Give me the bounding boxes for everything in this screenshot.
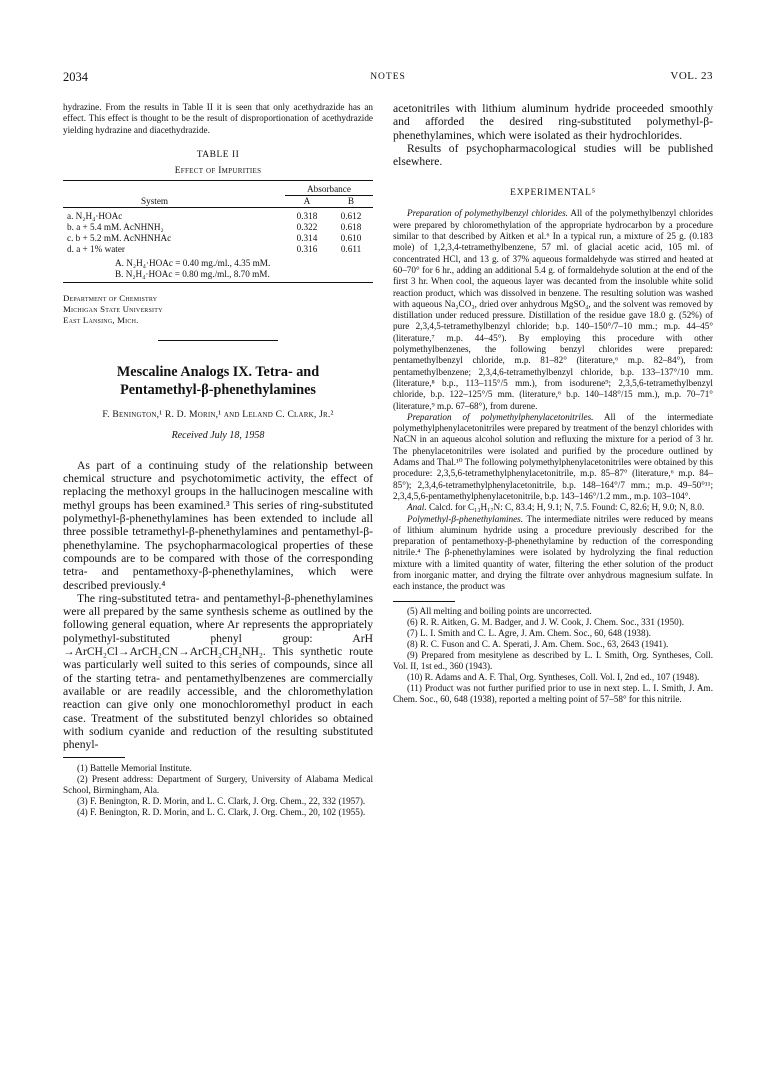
table-row: c. b + 5.2 mM. AcNHNHAc 0.314 0.610 bbox=[67, 232, 362, 243]
footnote-divider bbox=[393, 601, 455, 602]
footnote: (4) F. Benington, R. D. Morin, and L. C. Clark, J. Org. Chem., 20, 102 (1955). bbox=[77, 807, 366, 818]
experimental-paragraph: Preparation of polymethylbenzyl chlorides. All of the polymethylbenzyl chlorides were prepared by chloromethylation of the appropriate hydrocarbon by a procedure similar to that described by Aitken et al.⁶ In a typical run, a mixture of 25 g. (0.183 mole) of 1,2,3,4-tetramethylbenzene, 57 ml. of glacial acetic acid, 105 ml. of concentrated HCl, and 13 g. of 37% aqueous formaldehyde was stirred and heated at 60–70° for 6 hr., adding an additional 5.4 g. of formaldehyde solution at the end of the first 3 hr. When cool, the aqueous layer was decanted from the insoluble white solid reaction product, which was dissolved in benzene. The resulting solution was washed with aqueous Na₂CO₃, dried over anhydrous MgSO₄, and the solvent was removed by distillation under reduced pressure. Distillation of the residue gave 18.0 g. (52%) of pure 2,3,4,5-tetramethylbenzyl chloride; b.p. 140–150°/7–10 mm.; m.p. 44–45° (literature,⁷ m.p. 44–45°). By employing this procedure with other polymethylbenzenes, the following benzyl chlorides were prepared: pentamethylbenzyl chloride, m.p. 81–82° (literature,⁶ m.p. 82–84°), from pentamethylbenzene; 2,3,4,6-tetramethylbenzyl chloride, b.p. 133–137°/10 mm. (literature,⁸ b.p., 113–115°/5 mm.), from isodurene⁹; 2,3,5,6-tetramethylbenzyl chloride, b.p. 122–125°/5 mm. (literature,⁶ b.p. 140–148°/15 mm.), m.p. 70–71° (literature,⁹ m.p. 67–68°), from durene. bbox=[393, 208, 713, 411]
right-column bbox=[393, 102, 713, 705]
subsection-title: Preparation of polymethylphenylacetonitriles. bbox=[407, 411, 594, 422]
table-row: b. a + 5.4 mM. AcNHNH₂ 0.322 0.618 bbox=[67, 221, 362, 232]
body-paragraph: The ring-substituted tetra- and pentamethyl-β-phenethylamines were all prepared by the same synthesis scheme as outlined by the following general equation, where Ar represents the appropriately polymethyl-substituted phenyl group: ArH →ArCH₂Cl→ArCH₂CN→ArCH₂CH₂NH₂. This synthetic route was particularly well suited to this series of compounds, since all of the starting tetra- and pentamethylbenzenes are commercially available or are readily accessible, and the chloromethylation reaction can give only one monochloromethyl product in each case. Treatment of the substituted benzyl chlorides so obtained with sodium cyanide and reduction of the resulting substituted phenyl- bbox=[63, 591, 373, 752]
volume-label: VOL. 23 bbox=[670, 70, 713, 82]
experimental-paragraph: Preparation of polymethylphenylacetonitriles. All of the intermediate polymethylphenylacetonitriles were prepared by treatment of the benzyl chlorides with NaCN in an aqueous alcohol solution and refluxing the mixture for a period of 3 hr. The phenylacetonitriles were isolated and purified by the procedure outlined by Adams and Thal.¹⁰ The following polymethylphenylacetonitriles were obtained by this procedure: 2,3,5,6-tetramethylphenylacetonitrile, m.p. 85–87° (literature,⁶ m.p. 84–85°); 2,3,4,6-tetramethylphenylacetonitrile, b.p. 148–164°/7 mm.; m.p. 49–50°¹¹; 2,3,4,5,6-pentamethylphenylacetonitrile, b.p. 143–146°/1.2 mm., m.p. 103–104°. bbox=[393, 411, 713, 501]
footnote-divider bbox=[63, 757, 125, 758]
subsection-title: Anal. bbox=[407, 502, 427, 513]
table-row: d. a + 1% water 0.316 0.611 bbox=[67, 243, 362, 254]
left-column bbox=[63, 102, 373, 818]
col-system: System bbox=[63, 195, 285, 207]
subsection-title: Preparation of polymethylbenzyl chlorides. bbox=[407, 208, 568, 219]
footnotes bbox=[393, 606, 713, 705]
footnote: (2) Present address: Department of Surgery, University of Alabama Medical School, Birmingham, Ala. bbox=[63, 774, 373, 796]
footnote: (6) R. R. Aitken, G. M. Badger, and J. W. Cook, J. Chem. Soc., 331 (1950). bbox=[407, 616, 685, 627]
received-date: Received July 18, 1958 bbox=[171, 429, 265, 441]
table-number: TABLE II bbox=[196, 149, 240, 160]
page-number: 2034 bbox=[63, 70, 88, 84]
body-paragraph: Results of psychopharmacological studies will be published elsewhere. bbox=[393, 141, 713, 169]
table-row: a. N₂H₄·HOAc 0.318 0.612 bbox=[67, 210, 362, 221]
body-paragraph: acetonitriles with lithium aluminum hydride proceeded smoothly and afforded the desired ring-substituted polymethyl-β-phenethylamines, which were isolated as their hydrochlorides. bbox=[393, 102, 713, 142]
absorbance-table bbox=[63, 180, 373, 255]
subsection-title: Polymethyl-β-phenethylamines. bbox=[407, 513, 524, 524]
footnote: (9) Prepared from mesitylene as described by L. I. Smith, Org. Syntheses, Coll. Vol. II, 1st ed., 360 (1943). bbox=[393, 649, 713, 671]
table-notes bbox=[63, 258, 373, 283]
table-note-a: A. N₂H₄·HOAc = 0.40 mg./ml., 4.35 mM. bbox=[115, 257, 271, 268]
footnote: (1) Battelle Memorial Institute. bbox=[77, 763, 192, 774]
col-a: A bbox=[285, 195, 329, 207]
footnote: (3) F. Benington, R. D. Morin, and L. C. Clark, J. Org. Chem., 22, 332 (1957). bbox=[77, 796, 366, 807]
footnote: (11) Product was not further purified prior to use in next step. L. I. Smith, J. Am. Chem. Soc., 60, 648 (1938), reported a melting point of 57–58° for this nitrile. bbox=[393, 682, 713, 704]
footnote: (7) L. I. Smith and C. L. Agre, J. Am. Chem. Soc., 60, 648 (1938). bbox=[407, 627, 651, 638]
intro-paragraph: hydrazine. From the results in Table II it is seen that only acethydrazide has an effect. This effect is thought to be the result of disproportionation of acethydrazide yielding hydrazine and diacethydrazide. bbox=[63, 102, 373, 135]
footnote: (8) R. C. Fuson and C. A. Sperati, J. Am. Chem. Soc., 63, 2643 (1941). bbox=[407, 638, 669, 649]
table-title: Effect of Impurities bbox=[174, 165, 262, 176]
table-note-b: B. N₂H₄·HOAc = 0.80 mg./ml., 8.70 mM. bbox=[115, 268, 270, 279]
experimental-paragraph: Polymethyl-β-phenethylamines. The intermediate nitriles were reduced by means of lithium aluminum hydride using a procedure previously described for the preparation of pentamethoxy-β-phenethylamine by reduction of the corresponding nitrile.⁴ The β-phenethylamines were isolated by hydrolyzing the final reduction mixture with a limited quantity of water, filtering the ether solution of the product from inorganic matter, and drying the filtrate over anhydrous magnesium sulfate. In each instance, the product was bbox=[393, 513, 713, 592]
body-paragraph: As part of a continuing study of the relationship between chemical structure and psychotomimetic activity, the effect of replacing the methoxyl groups in the hallucinogen mescaline with methyl groups has been examined.³ This series of ring-substituted polymethyl-β-phenethylamines has been extended to include all three possible tetramethyl-β-phenethylamines and pentamethyl-β-phenethylamine. The psychopharmacological properties of these compounds are to be compared with those of the corresponding tetra- and pentamethoxy-β-phenethylamines, which were described previously.⁴ bbox=[63, 458, 373, 592]
affiliation: Department of Chemistry Michigan State University East Lansing, Mich. bbox=[63, 292, 163, 325]
page-header bbox=[63, 70, 713, 86]
article-title: Mescaline Analogs IX. Tetra- and Pentamethyl-β-phenethylamines bbox=[116, 363, 320, 398]
footnote: (5) All melting and boiling points are uncorrected. bbox=[407, 605, 592, 616]
footnotes bbox=[63, 763, 373, 818]
footnote: (10) R. Adams and A. F. Thal, Org. Syntheses, Coll. Vol. I, 2nd ed., 107 (1948). bbox=[407, 671, 700, 682]
col-b: B bbox=[329, 195, 373, 207]
col-group-absorbance: Absorbance bbox=[285, 184, 373, 196]
authors: F. Benington,¹ R. D. Morin,¹ and Leland C. Clark, Jr.² bbox=[102, 408, 334, 420]
analysis-paragraph: Anal. Calcd. for C₁₃H₁₇N: C, 83.4; H, 9.1; N, 7.5. Found: C, 82.6; H, 9.0; N, 8.0. bbox=[407, 502, 705, 513]
section-label: NOTES bbox=[370, 72, 406, 82]
divider bbox=[158, 340, 278, 341]
experimental-heading: EXPERIMENTAL⁵ bbox=[510, 188, 596, 199]
